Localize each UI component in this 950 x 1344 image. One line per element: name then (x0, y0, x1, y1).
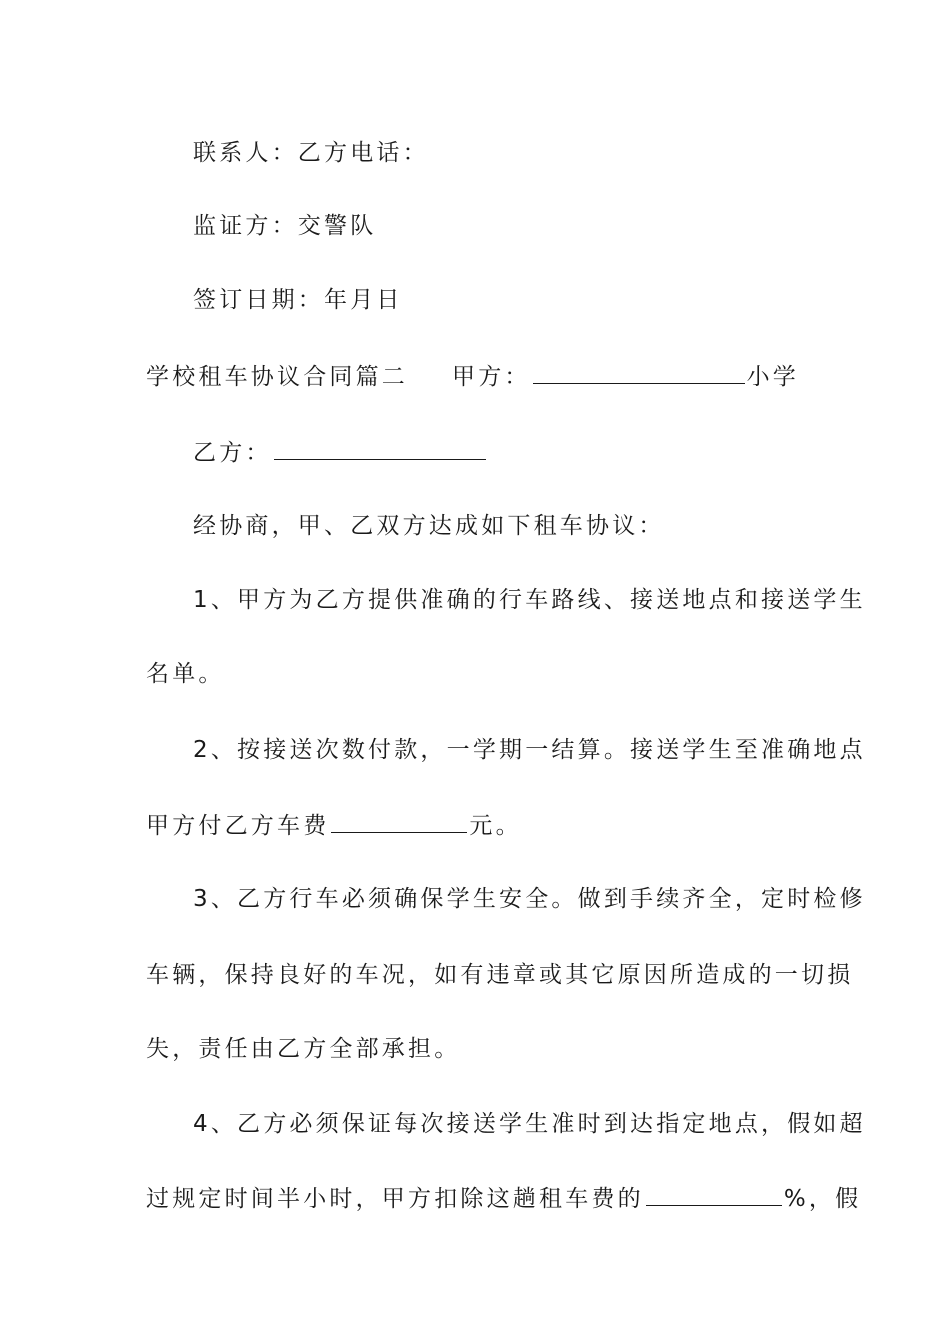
contact-line: 联系人：乙方电话： (193, 140, 429, 166)
clause3-line3: 失，责任由乙方全部承担。 (146, 1036, 461, 1062)
date-line: 签订日期：年月日 (193, 287, 403, 313)
percent-blank (646, 1183, 782, 1206)
fee-blank (331, 810, 467, 833)
clause3-line2: 车辆，保持良好的车况，如有违章或其它原因所造成的一切损 (146, 962, 854, 988)
clause2-suffix: 元。 (469, 813, 522, 839)
party-a-suffix: 小学 (746, 364, 800, 390)
party-b-row (193, 437, 488, 468)
clause2-line1: 2、按接送次数付款，一学期一结算。接送学生至准确地点 (193, 737, 866, 763)
party-a-blank (533, 361, 745, 384)
clause2-prefix: 甲方付乙方车费 (146, 813, 330, 839)
section-title: 学校租车协议合同篇二 (146, 364, 408, 390)
witness-line: 监证方：交警队 (193, 213, 377, 239)
party-b-blank (274, 437, 486, 460)
clause4-prefix: 过规定时间半小时，甲方扣除这趟租车费的 (146, 1186, 644, 1212)
clause2-line2 (146, 810, 522, 841)
clause1-line1: 1、甲方为乙方提供准确的行车路线、接送地点和接送学生 (193, 587, 866, 613)
clause3-line1: 3、乙方行车必须确保学生安全。做到手续齐全，定时检修 (193, 886, 866, 912)
clause4-line1: 4、乙方必须保证每次接送学生准时到达指定地点，假如超 (193, 1111, 866, 1137)
section-title-row (146, 361, 799, 392)
party-b-label: 乙方： (193, 440, 272, 466)
intro-line: 经协商，甲、乙双方达成如下租车协议： (193, 513, 665, 539)
clause4-line2 (146, 1183, 861, 1214)
clause1-line2: 名单。 (146, 661, 225, 687)
party-a-label: 甲方： (452, 364, 531, 390)
clause4-suffix: %，假 (783, 1186, 862, 1212)
